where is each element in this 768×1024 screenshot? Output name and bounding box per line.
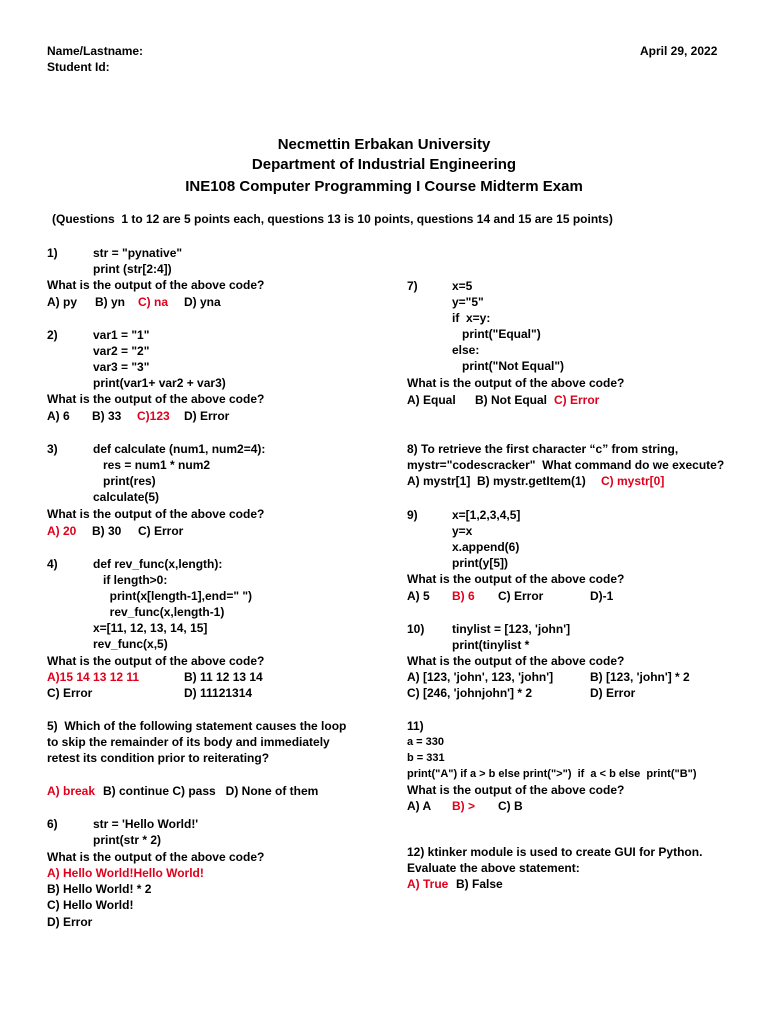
option-b: B) yn <box>95 295 125 309</box>
option-b: B) 30 <box>92 524 122 538</box>
option-b: B) Hello World! * 2 <box>47 882 152 896</box>
option-b: B) False <box>456 877 503 891</box>
code-line: x=[11, 12, 13, 14, 15] <box>93 621 208 635</box>
option-c-correct: C)123 <box>137 409 170 423</box>
code-line: tinylist = [123, 'john'] <box>452 622 571 636</box>
options: A) mystr[1] B) mystr.getItem(1) <box>407 474 586 488</box>
code-line: str = 'Hello World!' <box>93 817 199 831</box>
option-c-correct: C) mystr[0] <box>601 474 665 488</box>
question-prompt: What is the output of the above code? <box>47 850 265 864</box>
code-line: x=5 <box>452 279 473 293</box>
points-note: (Questions 1 to 12 are 5 points each, questions 13 is 10 points, questions 14 and 15 are 15 points) <box>52 212 613 226</box>
option-c: C) [246, 'johnjohn'] * 2 <box>407 686 533 700</box>
option-b-correct: B) 6 <box>452 589 475 603</box>
question-text: 8) To retrieve the first character “c” from string, <box>407 442 679 456</box>
university-title: Necmettin Erbakan University <box>277 136 491 153</box>
options-rest: B) continue C) pass D) None of them <box>103 784 319 798</box>
code-line: print(x[length-1],end=" ") <box>93 589 253 603</box>
department-title: Department of Industrial Engineering <box>251 156 517 173</box>
code-line: print(var1+ var2 + var3) <box>93 376 226 390</box>
option-a-correct: A)15 14 13 12 11 <box>47 670 140 684</box>
question-prompt: What is the output of the above code? <box>407 572 625 586</box>
question-prompt: What is the output of the above code? <box>47 654 265 668</box>
code-line: calculate(5) <box>93 490 160 504</box>
option-a-correct: A) Hello World!Hello World! <box>47 866 204 880</box>
code-line: print(str * 2) <box>93 833 162 847</box>
option-b: B) 33 <box>92 409 122 423</box>
question-prompt: What is the output of the above code? <box>47 392 265 406</box>
question-number: 6) <box>47 817 58 831</box>
question-prompt: What is the output of the above code? <box>47 278 265 292</box>
exam-date: April 29, 2022 <box>640 44 718 58</box>
option-d: D) Error <box>47 915 93 929</box>
question-number: 7) <box>407 279 418 293</box>
option-c-correct: C) na <box>138 295 168 309</box>
option-c: C) B <box>498 799 523 813</box>
option-d: D) yna <box>184 295 221 309</box>
option-a-correct: A) break <box>47 784 96 798</box>
code-line: print(res) <box>93 474 156 488</box>
option-a: A) 6 <box>47 409 70 423</box>
code-line: x=[1,2,3,4,5] <box>452 508 521 522</box>
question-text: mystr="codescracker" What command do we execute? <box>407 458 725 472</box>
course-title: INE108 Computer Programming I Course Midterm Exam <box>185 178 583 195</box>
name-label: Name/Lastname: <box>47 44 144 58</box>
option-a: A) [123, 'john', 123, 'john'] <box>407 670 554 684</box>
question-text: to skip the remainder of its body and immediately <box>47 735 330 749</box>
student-id-label: Student Id: <box>47 60 110 74</box>
option-b: B) [123, 'john'] * 2 <box>590 670 690 684</box>
code-line: var2 = "2" <box>93 344 150 358</box>
option-d: D) Error <box>590 686 636 700</box>
question-prompt: What is the output of the above code? <box>47 507 265 521</box>
question-text: retest its condition prior to reiterating? <box>47 751 270 765</box>
question-prompt: What is the output of the above code? <box>407 654 625 668</box>
question-number: 11) <box>407 719 424 733</box>
code-line: x.append(6) <box>452 540 520 554</box>
code-line: var3 = "3" <box>93 360 150 374</box>
option-c: C) Error <box>47 686 93 700</box>
option-d: D) 11121314 <box>184 686 253 700</box>
code-line: def rev_func(x,length): <box>93 557 223 571</box>
code-line: a = 330 <box>407 736 445 748</box>
option-b: B) 11 12 13 14 <box>184 670 263 684</box>
question-prompt: What is the output of the above code? <box>407 376 625 390</box>
option-b: B) Not Equal <box>475 393 547 407</box>
option-a: A) Equal <box>407 393 456 407</box>
code-line: print("Equal") <box>452 327 541 341</box>
option-b-correct: B) > <box>452 799 476 813</box>
code-line: res = num1 * num2 <box>93 458 211 472</box>
code-line: print("A") if a > b else print(">") if a < b else print("B") <box>407 768 697 780</box>
code-line: if length>0: <box>93 573 168 587</box>
option-d: D)-1 <box>590 589 614 603</box>
code-line: else: <box>452 343 480 357</box>
code-line: def calculate (num1, num2=4): <box>93 442 266 456</box>
code-line: print("Not Equal") <box>452 359 565 373</box>
question-prompt: What is the output of the above code? <box>407 783 625 797</box>
question-number: 2) <box>47 328 58 342</box>
question-text: 12) ktinker module is used to create GUI for Python. <box>407 845 703 859</box>
option-a-correct: A) 20 <box>47 524 77 538</box>
question-number: 4) <box>47 557 58 571</box>
option-c: C) Error <box>138 524 184 538</box>
option-a: A) 5 <box>407 589 430 603</box>
question-text: Evaluate the above statement: <box>407 861 580 875</box>
option-c-correct: C) Error <box>554 393 600 407</box>
option-c: C) Error <box>498 589 544 603</box>
code-line: print (str[2:4]) <box>93 262 172 276</box>
code-line: print(tinylist * <box>452 638 530 652</box>
question-number: 1) <box>47 246 58 260</box>
question-text: 5) Which of the following statement causes the loop <box>47 719 347 733</box>
code-line: if x=y: <box>452 311 491 325</box>
code-line: var1 = "1" <box>93 328 150 342</box>
option-a: A) A <box>407 799 432 813</box>
code-line: y="5" <box>452 295 484 309</box>
option-a-correct: A) True <box>407 877 449 891</box>
code-line: print(y[5]) <box>452 556 508 570</box>
option-d: D) Error <box>184 409 230 423</box>
code-line: rev_func(x,5) <box>93 637 168 651</box>
code-line: b = 331 <box>407 752 445 764</box>
code-line: y=x <box>452 524 473 538</box>
option-c: C) Hello World! <box>47 898 134 912</box>
option-a: A) py <box>47 295 77 309</box>
code-line: str = "pynative" <box>93 246 183 260</box>
question-number: 10) <box>407 622 425 636</box>
question-number: 9) <box>407 508 418 522</box>
code-line: rev_func(x,length-1) <box>93 605 225 619</box>
question-number: 3) <box>47 442 58 456</box>
